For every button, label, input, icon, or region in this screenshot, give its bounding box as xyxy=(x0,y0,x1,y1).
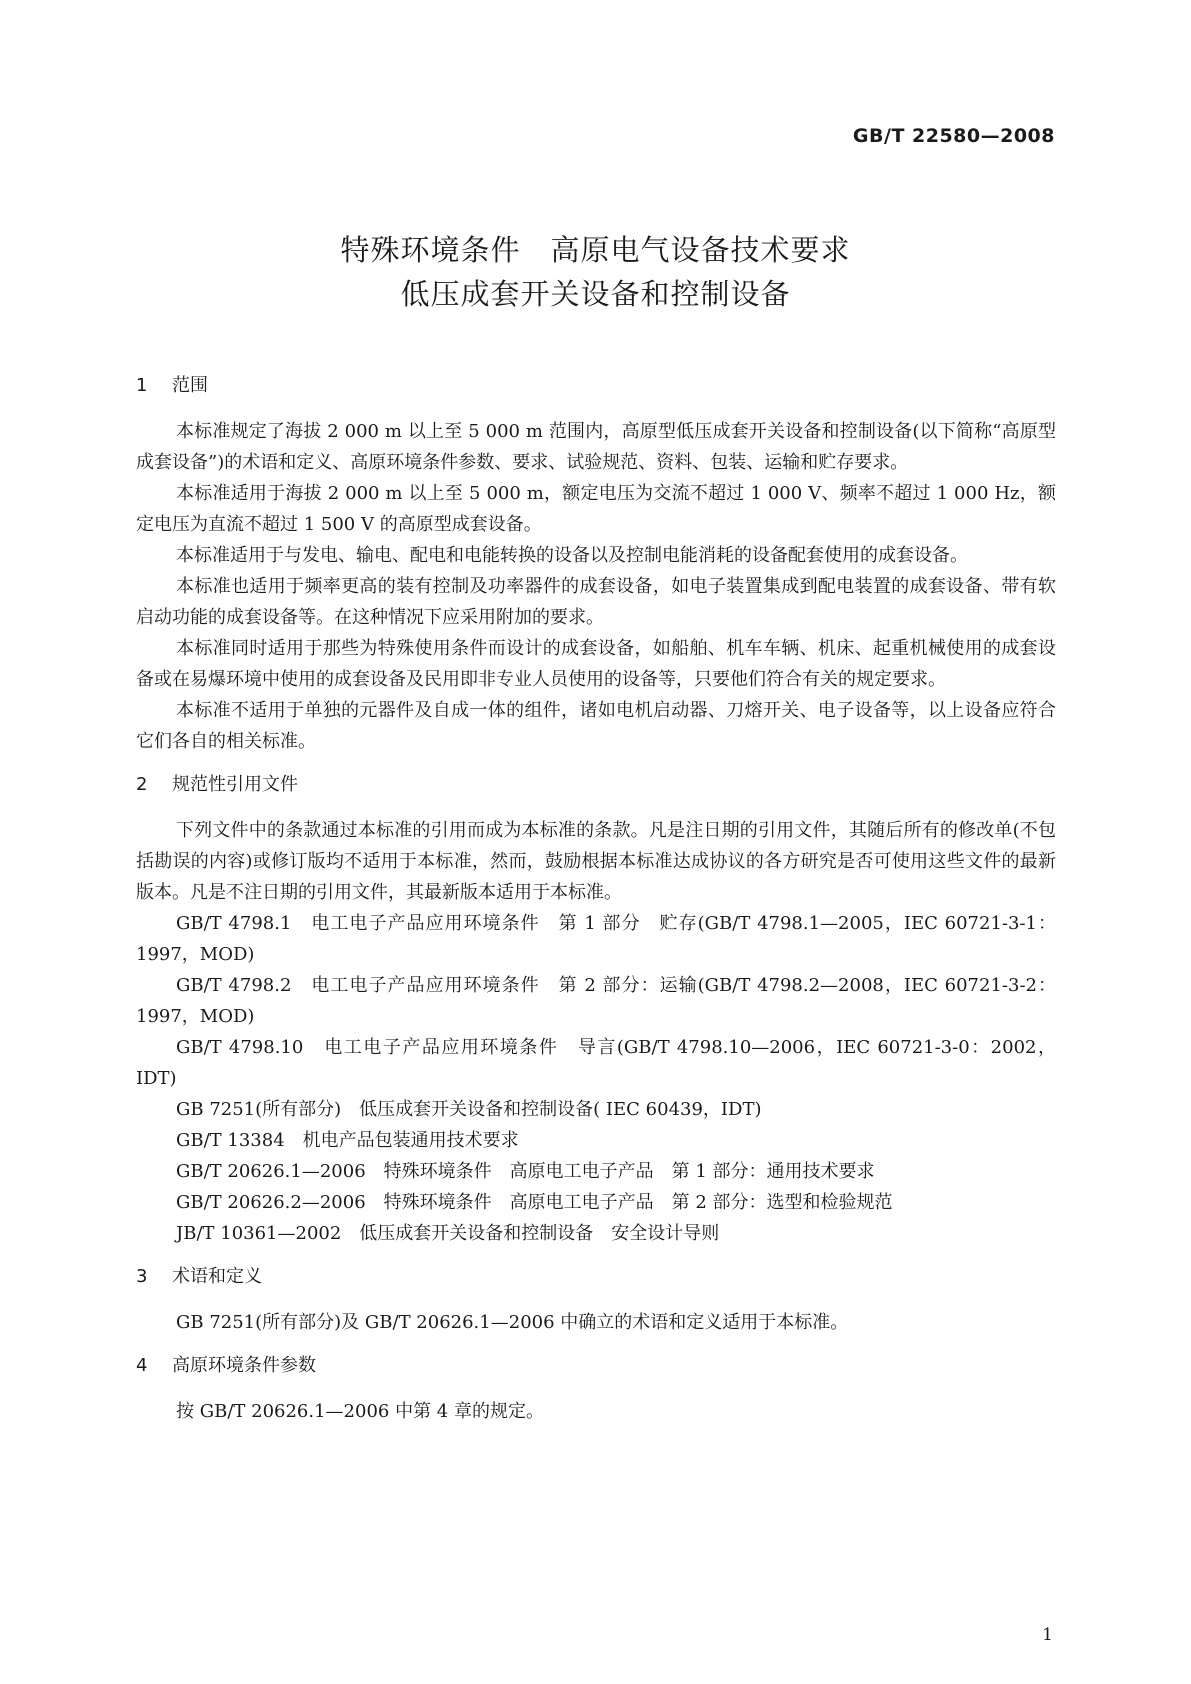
section-number: 3 xyxy=(136,1266,148,1287)
reference-item: GB/T 20626.1—2006 特殊环境条件 高原电工电子产品 第 1 部分：通用技术要求 xyxy=(176,1161,875,1182)
section-number: 4 xyxy=(136,1355,148,1376)
document-body xyxy=(136,372,1056,1427)
section-number: 1 xyxy=(136,375,148,396)
reference-item: GB 7251(所有部分) 低压成套开关设备和控制设备( IEC 60439，IDT) xyxy=(176,1099,762,1120)
reference-item: GB/T 4798.1 电工电子产品应用环境条件 第 1 部分 贮存(GB/T 4798.1—2005，IEC 60721-3-1：1997，MOD) xyxy=(136,913,1056,965)
section-heading-terms xyxy=(136,1263,1056,1290)
page-number: 1 xyxy=(1042,1625,1053,1645)
section-heading-environment-parameters xyxy=(136,1352,1056,1379)
section-title: 高原环境条件参数 xyxy=(172,1355,316,1376)
paragraph: 本标准适用于海拔 2 000 m 以上至 5 000 m，额定电压为交流不超过 1 000 V、频率不超过 1 000 Hz，额定电压为直流不超过 1 500 V 的高原型成套设备。 xyxy=(136,483,1056,535)
section-heading-scope xyxy=(136,372,1056,399)
section-heading-normative-references xyxy=(136,771,1056,798)
reference-item: GB/T 4798.2 电工电子产品应用环境条件 第 2 部分：运输(GB/T 4798.2—2008，IEC 60721-3-2：1997，MOD) xyxy=(136,975,1056,1027)
reference-item: GB/T 20626.2—2006 特殊环境条件 高原电工电子产品 第 2 部分：选型和检验规范 xyxy=(176,1192,893,1213)
title-line-2: 低压成套开关设备和控制设备 xyxy=(400,277,791,311)
section-title: 术语和定义 xyxy=(172,1266,262,1287)
reference-item: GB/T 4798.10 电工电子产品应用环境条件 导言(GB/T 4798.10—2006，IEC 60721-3-0：2002，IDT) xyxy=(136,1037,1056,1089)
standard-number: GB/T 22580—2008 xyxy=(852,125,1055,147)
document-title xyxy=(0,228,1191,316)
paragraph: 本标准同时适用于那些为特殊使用条件而设计的成套设备，如船舶、机车车辆、机床、起重机械使用的成套设备或在易爆环境中使用的成套设备及民用即非专业人员使用的设备等，只要他们符合有关的规定要求。 xyxy=(136,638,1056,690)
paragraph: 本标准也适用于频率更高的装有控制及功率器件的成套设备，如电子装置集成到配电装置的成套设备、带有软启动功能的成套设备等。在这种情况下应采用附加的要求。 xyxy=(136,576,1056,628)
section-number: 2 xyxy=(136,774,148,795)
paragraph: GB 7251(所有部分)及 GB/T 20626.1—2006 中确立的术语和定义适用于本标准。 xyxy=(176,1312,849,1333)
paragraph: 本标准适用于与发电、输电、配电和电能转换的设备以及控制电能消耗的设备配套使用的成套设备。 xyxy=(176,545,968,566)
section-title: 规范性引用文件 xyxy=(172,774,298,795)
reference-item: JB/T 10361—2002 低压成套开关设备和控制设备 安全设计导则 xyxy=(176,1223,720,1244)
title-line-1: 特殊环境条件 高原电气设备技术要求 xyxy=(340,233,851,267)
reference-item: GB/T 13384 机电产品包装通用技术要求 xyxy=(176,1130,519,1151)
section-title: 范围 xyxy=(172,375,208,396)
paragraph: 本标准规定了海拔 2 000 m 以上至 5 000 m 范围内，高原型低压成套开关设备和控制设备(以下简称“高原型成套设备”)的术语和定义、高原环境条件参数、要求、试验规范、资料、包装、运输和贮存要求。 xyxy=(136,421,1056,473)
paragraph: 本标准不适用于单独的元器件及自成一体的组件，诸如电机启动器、刀熔开关、电子设备等，以上设备应符合它们各自的相关标准。 xyxy=(136,700,1056,752)
paragraph: 下列文件中的条款通过本标准的引用而成为本标准的条款。凡是注日期的引用文件，其随后所有的修改单(不包括勘误的内容)或修订版均不适用于本标准，然而，鼓励根据本标准达成协议的各方研究是否可使用这些文件的最新版本。凡是不注日期的引用文件，其最新版本适用于本标准。 xyxy=(136,820,1056,903)
paragraph: 按 GB/T 20626.1—2006 中第 4 章的规定。 xyxy=(176,1401,544,1422)
